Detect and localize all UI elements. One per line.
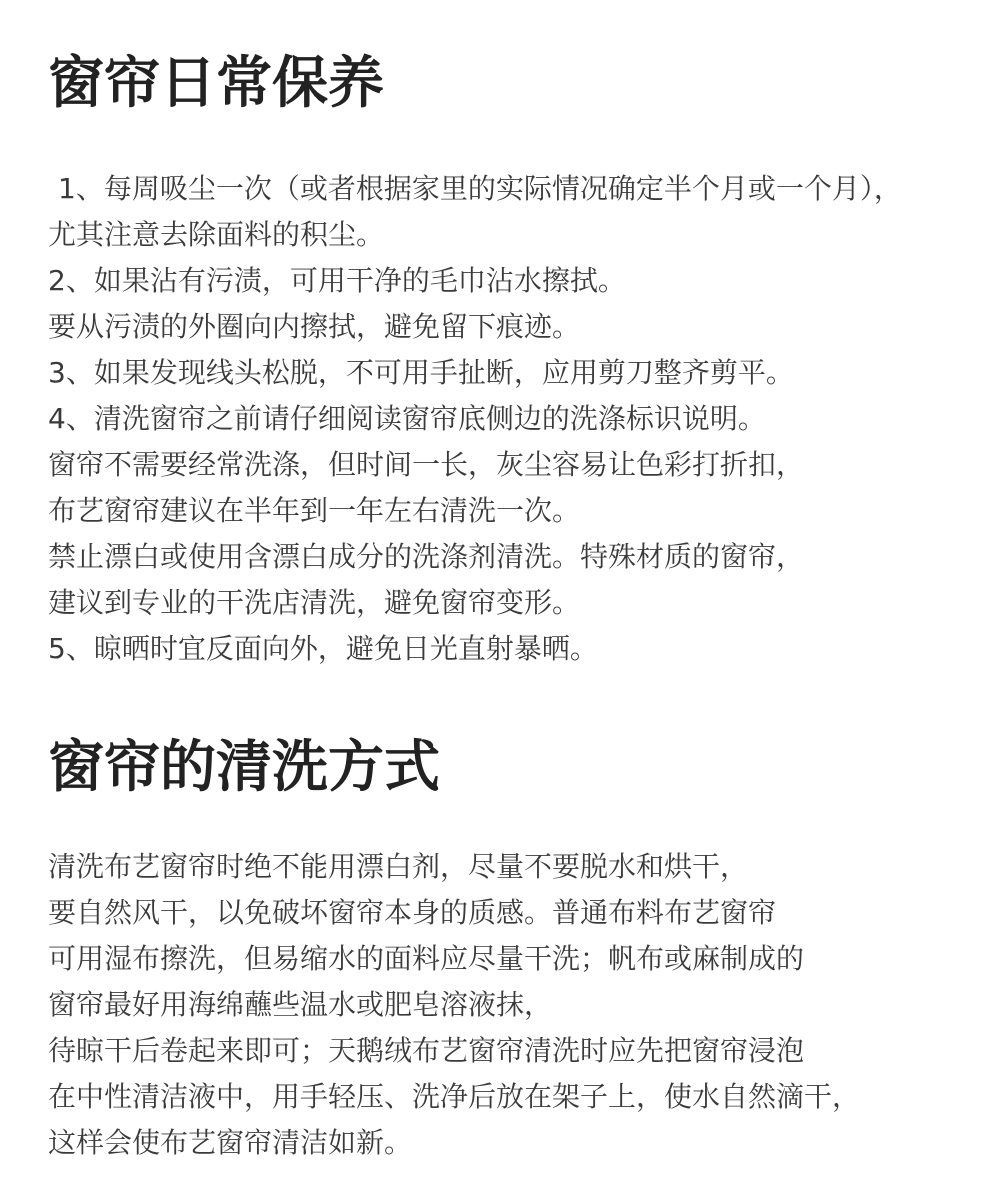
daily-care-line: 要从污渍的外圈向内擦拭，避免留下痕迹。: [48, 310, 581, 343]
cleaning-method-body: [48, 844, 970, 1166]
daily-care-section: [48, 52, 970, 672]
daily-care-line: 布艺窗帘建议在半年到一年左右清洗一次。: [48, 494, 581, 527]
cleaning-method-line: 这样会使布艺窗帘清洁如新。: [48, 1126, 413, 1159]
daily-care-line: 建议到专业的干洗店清洗，避免窗帘变形。: [48, 586, 581, 619]
cleaning-method-line: 在中性清洁液中，用手轻压、洗净后放在架子上，使水自然滴干，: [48, 1080, 861, 1113]
daily-care-body: [48, 166, 970, 672]
daily-care-line: 禁止漂白或使用含漂白成分的洗涤剂清洗。特殊材质的窗帘，: [48, 540, 805, 573]
cleaning-method-line: 待晾干后卷起来即可；天鹅绒布艺窗帘清洗时应先把窗帘浸泡: [48, 1034, 805, 1067]
daily-care-line: 1、每周吸尘一次（或者根据家里的实际情况确定半个月或一个月），: [58, 172, 902, 205]
daily-care-line: 3、如果发现线头松脱，不可用手扯断，应用剪刀整齐剪平。: [48, 356, 794, 389]
cleaning-method-line: 清洗布艺窗帘时绝不能用漂白剂，尽量不要脱水和烘干，: [48, 850, 749, 883]
daily-care-line: 窗帘不需要经常洗涤，但时间一长，灰尘容易让色彩打折扣，: [48, 448, 805, 481]
cleaning-method-line: 要自然风干，以免破坏窗帘本身的质感。普通布料布艺窗帘: [48, 896, 777, 929]
daily-care-title: 窗帘日常保养: [48, 51, 384, 116]
cleaning-method-line: 窗帘最好用海绵蘸些温水或肥皂溶液抹，: [48, 988, 553, 1021]
cleaning-method-section: [48, 736, 970, 1166]
daily-care-line: 2、如果沾有污渍，可用干净的毛巾沾水擦拭。: [48, 264, 626, 297]
cleaning-method-title: 窗帘的清洗方式: [48, 735, 440, 800]
daily-care-line: 尤其注意去除面料的积尘。: [48, 218, 385, 251]
cleaning-method-line: 可用湿布擦洗，但易缩水的面料应尽量干洗；帆布或麻制成的: [48, 942, 805, 975]
daily-care-line: 4、清洗窗帘之前请仔细阅读窗帘底侧边的洗涤标识说明。: [48, 402, 766, 435]
daily-care-line: 5、晾晒时宜反面向外，避免日光直射暴晒。: [48, 632, 598, 665]
